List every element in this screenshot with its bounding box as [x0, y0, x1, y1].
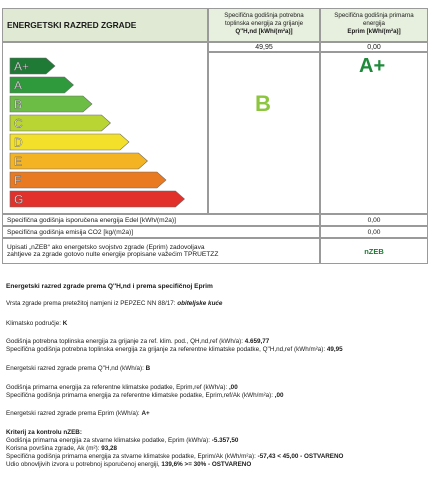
heating-value-cell: [208, 42, 320, 52]
energy-class-label: D: [14, 135, 23, 150]
climate-label: Klimatsko područje:: [6, 320, 61, 327]
area-label: Korisna površina zgrade, Ak (m²):: [6, 445, 100, 452]
energy-class-label: G: [14, 192, 24, 207]
co2-emission-label: Specifična godišnja emisija CO2 [kg/(m2a)]: [7, 228, 134, 236]
delivered-energy-value-cell: [320, 214, 428, 226]
heating-energy-header: [208, 8, 320, 42]
energy-class-arrow-f: [10, 172, 166, 188]
climate-line: [6, 320, 67, 327]
heat-ref-label: Godišnja potrebna toplinska energija za grijanje za ref. klim. pod., QH,nd,ref (kWh/a):: [6, 338, 243, 345]
primary-energy-header: [320, 8, 428, 42]
energy-class-label: B: [14, 97, 23, 112]
class-prim-label: Energetski razred zgrade prema Eprim (kWh/a):: [6, 410, 140, 417]
renewable-line: [6, 461, 251, 468]
energy-class-arrow-b: [10, 96, 92, 112]
heating-header-unit: Q''H,nd [kWh/(m²a)]: [235, 27, 293, 35]
nzeb-criteria-title-text: Kriterij za kontrolu nZEB:: [6, 429, 82, 436]
energy-scale-arrows: [2, 42, 208, 214]
primary-class-letter: A+: [359, 55, 386, 77]
prim-real-value: -5.357,50: [211, 437, 239, 444]
spec-prim-ref-line: [6, 392, 284, 399]
energy-class-label: F: [14, 173, 22, 188]
energy-class-label: C: [14, 116, 23, 131]
nzeb-criteria-title: [6, 429, 82, 436]
primary-header-unit: Eprim [kWh/(m²a)]: [347, 27, 401, 35]
prim-ref-line: [6, 384, 238, 391]
spec-heat-ref-label: Specifična godišnja potrebna toplinska energija za grijanje za referentne klimatske podatke, Q''H,nd,ref (kWh/m²a):: [6, 346, 326, 353]
details-section-title-text: Energetski razred zgrade prema Q''H,nd i prema specifičnoj Eprim: [6, 283, 213, 290]
nzeb-row: [2, 238, 320, 264]
co2-emission-row: [2, 226, 320, 238]
class-heat-label: Energetski razred zgrade prema Q''H,nd (kWh/a):: [6, 365, 144, 372]
heating-header-line1: Specifična godišnja potrebna: [224, 12, 304, 19]
heating-class-panel: [208, 52, 320, 214]
building-type-value: obiteljske kuće: [177, 300, 223, 307]
primary-header-line2: energija: [362, 19, 386, 27]
spec-prim-ref-value: ,00: [274, 392, 284, 399]
prim-ref-value: ,00: [228, 384, 238, 391]
class-prim-line: [6, 410, 150, 417]
renewable-value: 139,6% >= 30% - OSTVARENO: [161, 461, 252, 468]
heating-value: 49,95: [255, 44, 273, 51]
prim-real-label: Godišnja primarna energija za stvarne klimatske podatke, Eprim (kWh/a):: [6, 437, 211, 444]
spec-prim-real-line: [6, 453, 343, 460]
energy-class-arrow-g: [10, 191, 185, 207]
energy-class-label: E: [14, 154, 23, 169]
energy-class-label: A+: [14, 59, 30, 74]
building-type-line: [6, 300, 222, 307]
renewable-label: Udio obnovljivih izvora u potrebnoj isporučenoj energiji,: [6, 461, 160, 468]
prim-ref-label: Godišnja primarna energija za referentne klimatske podatke, Eprim,ref (kWh/a):: [6, 384, 228, 391]
co2-emission-value-cell: [320, 226, 428, 238]
nzeb-label-line1: Upisati „nZEB“ ako energetsko svojstvo zgrade (Eprim) zadovoljava: [7, 244, 205, 251]
primary-value: 0,00: [367, 44, 381, 51]
prim-real-line: [6, 437, 238, 444]
nzeb-value-cell: [320, 238, 428, 264]
class-heat-line: [6, 365, 150, 372]
heat-ref-value: 4.659,77: [244, 338, 270, 345]
spec-prim-real-label: Specifična godišnja primarna energija za stvarne klimatske podatke, Eprim/Ak (kWh/m²a):: [6, 453, 256, 460]
spec-prim-ref-label: Specifična godišnja primarna energija za referentne klimatske podatke, Eprim,ref/Ak (kWh/m²a):: [6, 392, 274, 399]
spec-heat-ref-value: 49,95: [326, 346, 343, 353]
details-section-title: [6, 283, 213, 290]
primary-value-cell: [320, 42, 428, 52]
energy-class-arrow-c: [10, 115, 111, 131]
class-prim-value: A+: [141, 410, 150, 417]
nzeb-value: nZEB: [364, 246, 384, 256]
heat-ref-line: [6, 338, 269, 345]
climate-value: K: [62, 320, 68, 327]
heating-header-line2: toplinska energija za grijanje: [224, 19, 304, 27]
class-heat-value: B: [145, 365, 151, 372]
co2-emission-value: 0,00: [367, 228, 381, 236]
primary-header-line1: Specifična godišnja primarna: [334, 12, 414, 19]
delivered-energy-label: Specifična godišnja isporučena energija Edel [kWh/(m2a)]: [7, 216, 176, 224]
energy-class-label: A: [14, 78, 23, 93]
energy-class-arrow-d: [10, 134, 129, 150]
spec-heat-ref-line: [6, 346, 343, 353]
area-line: [6, 445, 117, 452]
nzeb-label-line2: zahtjeve za zgrade gotovo nulte energije propisane važećim TPRUETZZ: [7, 251, 219, 258]
delivered-energy-value: 0,00: [367, 216, 381, 224]
building-type-label: Vrsta zgrade prema pretežitoj namjeni iz PEPZEC NN 88/17:: [6, 300, 176, 307]
energy-class-title-text: ENERGETSKI RAZRED ZGRADE: [7, 20, 137, 30]
area-value: 93,28: [101, 445, 117, 452]
primary-class-panel: [320, 52, 428, 214]
spec-prim-real-value: -57,43 < 45,00 - OSTVARENO: [257, 453, 344, 460]
heating-class-letter: B: [255, 91, 271, 116]
energy-class-title: [2, 8, 208, 42]
energy-class-arrow-e: [10, 153, 148, 169]
delivered-energy-row: [2, 214, 320, 226]
